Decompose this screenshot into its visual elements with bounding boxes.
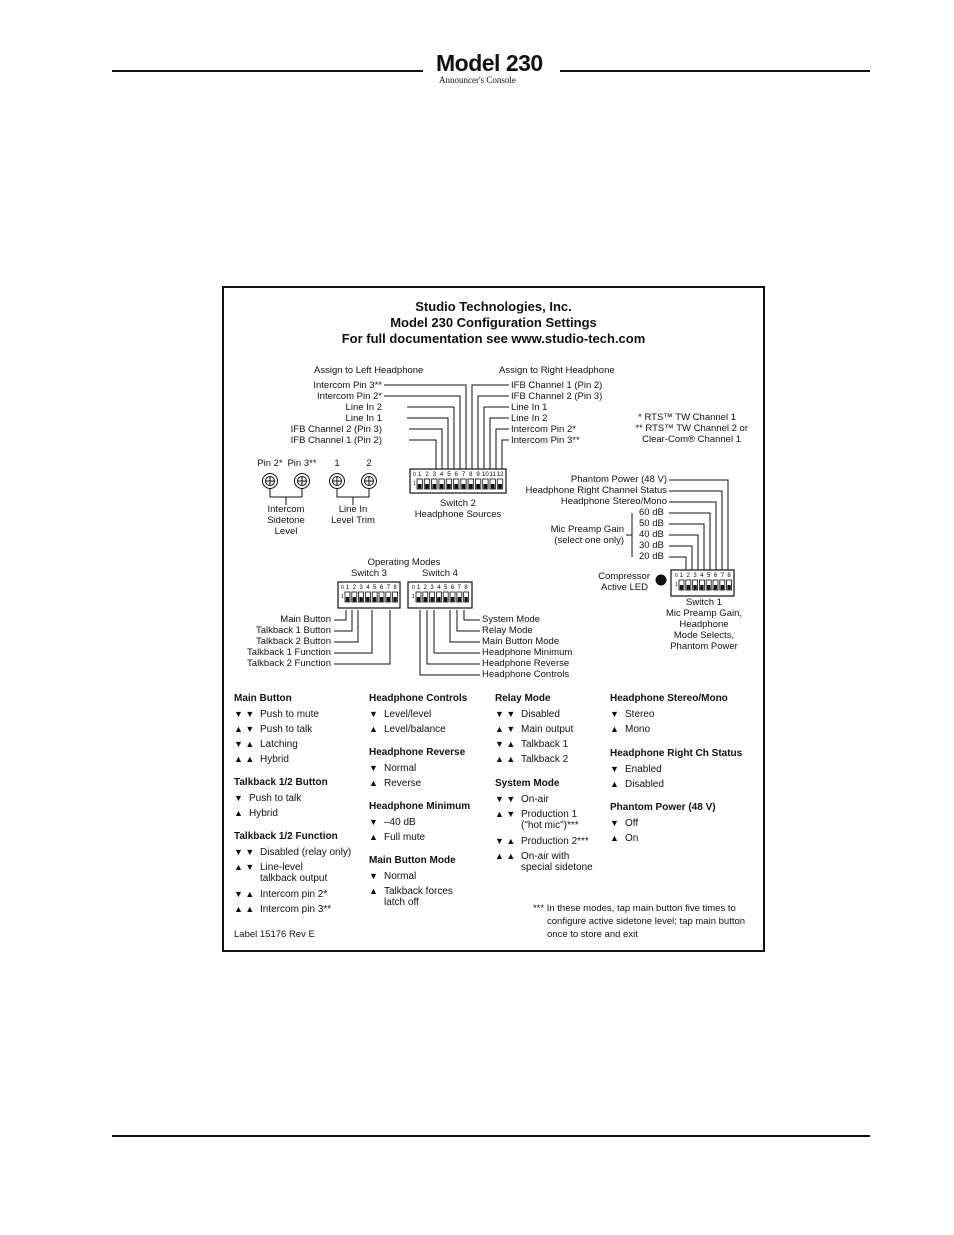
legend-item: ▲ Mono <box>610 724 651 735</box>
arrow-icon: ▼ <box>369 763 378 773</box>
talkback-button-heading: Talkback 1/2 Button <box>234 777 328 788</box>
switch-2-lever <box>425 484 429 489</box>
right-headphone-item: Line In 1 <box>511 402 548 413</box>
switch-4-lever <box>464 597 467 602</box>
switch-1-item: Headphone Stereo/Mono <box>560 496 667 507</box>
headphone-controls-heading: Headphone Controls <box>369 693 468 704</box>
switch-2-caption: Switch 2 <box>440 498 476 509</box>
switch-3-on-marker: 1 <box>341 594 344 600</box>
switch-2-lever <box>418 484 422 489</box>
switch-2-number: 11 <box>489 472 496 478</box>
legend-item: ▲ ▼ Production 1 <box>495 809 578 820</box>
switch-3-lever <box>387 597 390 602</box>
switch-4-number: 8 <box>464 585 468 591</box>
switch-3-number: 4 <box>366 585 370 591</box>
switch-1-number: 5 <box>707 573 711 579</box>
switch-1-caption: Phantom Power <box>670 641 738 652</box>
model-title: Model 230 <box>436 50 543 76</box>
arrow-icon: ▲ ▼ <box>495 809 516 819</box>
sidetone-caption: Sidetone <box>267 515 305 526</box>
legend-item: ▼ –40 dB <box>369 817 416 828</box>
legend-item: ▲ ▲ Talkback 2 <box>495 754 569 765</box>
legend-item: ▲ Hybrid <box>234 808 278 819</box>
gain-level: 60 dB <box>639 507 664 518</box>
arrow-icon: ▼ ▼ <box>495 709 516 719</box>
switch-3-lever <box>359 597 362 602</box>
legend-item: ▲ ▼ Line-level <box>234 862 303 873</box>
legend-item: ▼ Stereo <box>610 709 655 720</box>
switch-3-label: Switch 3 <box>351 568 387 579</box>
switch-3-number: 7 <box>386 585 390 591</box>
gain-level: 30 dB <box>639 540 664 551</box>
legend-item: ▼ ▼ On-air <box>495 794 549 805</box>
switch-2-number: 3 <box>432 472 436 478</box>
switch-4-number: 1 <box>416 585 421 591</box>
legend-item: ▼ ▲ Production 2*** <box>495 836 589 847</box>
switch-4-item: Headphone Minimum <box>482 647 573 658</box>
switch-1-lever <box>727 585 730 590</box>
switch-1-number: 8 <box>727 573 731 579</box>
arrow-icon: ▲ <box>610 779 619 789</box>
switch-2-number: 12 <box>496 472 504 478</box>
arrow-icon: ▲ <box>610 724 619 734</box>
switch-2-lever <box>440 484 444 489</box>
left-headphone-item: IFB Channel 1 (Pin 2) <box>290 435 382 446</box>
switch-1-number: 3 <box>693 573 697 579</box>
switch-2-on-marker: 1 <box>413 481 416 487</box>
switch-4-lever <box>417 597 420 602</box>
arrow-icon: ▲ <box>234 808 243 818</box>
switch-4-lever <box>444 597 447 602</box>
switch-1-caption: Headphone <box>679 619 729 630</box>
switch-1-number: 2 <box>686 573 690 579</box>
line-in-caption: Level Trim <box>331 515 375 526</box>
arrow-icon: ▼ <box>369 871 378 881</box>
legend-item: ("hot mic")*** <box>521 820 579 831</box>
switch-2-lever <box>469 484 473 489</box>
switch-2-number: 8 <box>469 472 473 478</box>
arrow-icon: ▼ <box>610 709 619 719</box>
switch-4-number: 3 <box>430 585 434 591</box>
headphone-right-status-heading: Headphone Right Ch Status <box>610 748 743 759</box>
arrow-icon: ▲ ▲ <box>234 754 255 764</box>
legend-item: ▼ ▼ Disabled <box>495 709 560 720</box>
switch-3-item: Talkback 2 Function <box>247 658 331 669</box>
configuration-label <box>222 286 765 952</box>
legend-item: ▲ ▲ On-air with <box>495 851 570 862</box>
relay-mode-heading: Relay Mode <box>495 693 551 704</box>
pot-label: 2 <box>366 458 372 469</box>
legend-item: ▲ Reverse <box>369 778 422 789</box>
arrow-icon: ▲ <box>369 832 378 842</box>
label-revision: Label 15176 Rev E <box>234 929 315 940</box>
arrow-icon: ▼ ▲ <box>234 739 255 749</box>
left-headphone-title: Assign to Left Headphone <box>314 365 424 376</box>
arrow-icon: ▼ ▼ <box>234 709 255 719</box>
legend-item: ▲ ▲ Hybrid <box>234 754 289 765</box>
switch-1-number: 7 <box>720 573 724 579</box>
switch-4-lever <box>430 597 433 602</box>
switch-1-item: Phantom Power (48 V) <box>570 474 667 485</box>
switch-2-number: 10 <box>482 472 489 478</box>
arrow-icon: ▲ <box>369 724 378 734</box>
switch-3-lever <box>346 597 349 602</box>
switch-2-number: 2 <box>425 472 429 478</box>
switch-1-caption: Switch 1 <box>686 597 722 608</box>
switch-2-lever <box>476 484 480 489</box>
arrow-icon: ▼ <box>369 817 378 827</box>
headphone-reverse-heading: Headphone Reverse <box>369 747 466 758</box>
led-caption: Compressor <box>598 571 650 582</box>
company-name: Studio Technologies, Inc. <box>415 299 572 314</box>
note-line: *** In these modes, tap main button five times to <box>533 903 736 914</box>
footer-rule <box>112 1135 870 1137</box>
switch-1-number: 1 <box>679 573 684 579</box>
switch-3-off-marker: 0 <box>341 585 344 591</box>
arrow-icon: ▲ ▼ <box>495 724 516 734</box>
switch-4-on-marker: 1 <box>412 594 415 600</box>
switch-3-lever <box>373 597 376 602</box>
header-rule-right <box>560 70 870 72</box>
footnote-3: Clear-Com® Channel 1 <box>642 434 741 445</box>
switch-2-number: 1 <box>418 472 422 478</box>
switch-4-number: 2 <box>423 585 427 591</box>
arrow-icon: ▼ <box>369 709 378 719</box>
switch-3-number: 2 <box>352 585 356 591</box>
legend-item: ▲ Full mute <box>369 832 426 843</box>
legend-item: latch off <box>384 897 419 908</box>
legend-item: ▲ ▼ Main output <box>495 724 574 735</box>
switch-4-item: Headphone Controls <box>482 669 570 680</box>
switch-4-lever <box>424 597 427 602</box>
arrow-icon: ▲ ▲ <box>495 851 516 861</box>
switch-2-number: 4 <box>439 472 444 478</box>
switch-4-off-marker: 0 <box>412 585 415 591</box>
led-caption: Active LED <box>601 582 648 593</box>
line-in-caption: Line In <box>338 504 368 515</box>
talkback-function-heading: Talkback 1/2 Function <box>234 831 338 842</box>
switch-4-label: Switch 4 <box>422 568 458 579</box>
legend-item: ▲ Disabled <box>610 779 664 790</box>
right-headphone-item: Line In 2 <box>511 413 548 424</box>
legend-item: ▼ ▲ Latching <box>234 739 298 750</box>
arrow-icon: ▲ ▲ <box>495 754 516 764</box>
switch-4-number: 6 <box>450 585 455 591</box>
legend-item: ▼ Level/level <box>369 709 432 720</box>
arrow-icon: ▼ ▼ <box>234 847 255 857</box>
arrow-icon: ▲ ▼ <box>234 724 255 734</box>
arrow-icon: ▼ <box>610 818 619 828</box>
operating-modes-title: Operating Modes <box>367 557 441 568</box>
pot-label: 1 <box>334 458 340 469</box>
switch-1-lever <box>714 585 717 590</box>
switch-1-lever <box>693 585 696 590</box>
switch-4-number: 5 <box>444 585 448 591</box>
switch-3-item: Main Button <box>280 614 331 625</box>
legend-item: ▼ ▼ Push to mute <box>234 709 319 720</box>
switch-1-lever <box>687 585 690 590</box>
compressor-led <box>656 575 667 586</box>
switch-4-item: Headphone Reverse <box>482 658 570 669</box>
arrow-icon: ▼ <box>610 764 619 774</box>
legend-item: ▼ ▼ Disabled (relay only) <box>234 847 352 858</box>
switch-4-lever <box>437 597 440 602</box>
switch-3-lever <box>366 597 369 602</box>
legend-item: ▼ ▲ Talkback 1 <box>495 739 569 750</box>
switch-1-on-marker: 1 <box>675 582 678 588</box>
legend-item: ▼ Enabled <box>610 764 662 775</box>
model-subtitle: Announcer's Console <box>439 75 516 85</box>
arrow-icon: ▼ <box>234 793 243 803</box>
switch-3-number: 6 <box>379 585 384 591</box>
arrow-icon: ▼ ▲ <box>495 739 516 749</box>
note-line: once to store and exit <box>547 929 638 940</box>
switch-3-lever <box>380 597 383 602</box>
switch-3-item: Talkback 1 Function <box>247 647 331 658</box>
pot-label: Pin 2* <box>257 458 283 469</box>
arrow-icon: ▲ <box>369 886 378 896</box>
note-line: configure active sidetone level; tap main button <box>547 916 746 927</box>
gain-level: 20 dB <box>639 551 664 562</box>
documentation-line: For full documentation see www.studio-tech.com <box>341 331 646 346</box>
switch-1-number: 4 <box>700 573 704 579</box>
switch-3-lever <box>353 597 356 602</box>
left-headphone-item: Line In 2 <box>345 402 382 413</box>
switch-3-number: 3 <box>359 585 363 591</box>
switch-1-caption: Mode Selects, <box>673 630 735 641</box>
left-headphone-item: Intercom Pin 3** <box>313 380 382 391</box>
legend-item: ▲ Talkback forces <box>369 886 453 897</box>
left-headphone-item: IFB Channel 2 (Pin 3) <box>290 424 382 435</box>
switch-2-number: 6 <box>454 472 458 478</box>
arrow-icon: ▲ ▼ <box>234 862 255 872</box>
switch-2-caption: Headphone Sources <box>414 509 502 520</box>
right-headphone-item: IFB Channel 1 (Pin 2) <box>511 380 603 391</box>
legend-item: special sidetone <box>521 862 593 873</box>
pot-label: Pin 3** <box>287 458 317 469</box>
sidetone-pot-pin2 <box>263 474 278 489</box>
phantom-power-heading: Phantom Power (48 V) <box>610 802 716 813</box>
gain-caption: Mic Preamp Gain <box>550 524 624 535</box>
switch-1-lever <box>700 585 703 590</box>
arrow-icon: ▲ <box>610 833 619 843</box>
switch-2-lever <box>432 484 436 489</box>
header-rule-left <box>112 70 423 72</box>
switch-1-item: Headphone Right Channel Status <box>525 485 667 496</box>
switch-2-number: 7 <box>461 472 466 478</box>
switch-3-item: Talkback 2 Button <box>256 636 331 647</box>
left-headphone-item: Line In 1 <box>345 413 382 424</box>
switch-4-item: System Mode <box>482 614 541 625</box>
switch-4-lever <box>458 597 461 602</box>
arrow-icon: ▼ ▲ <box>495 836 516 846</box>
switch-1-off-marker: 0 <box>675 573 678 579</box>
switch-2-off-marker: 0 <box>413 472 416 478</box>
legend-item: ▼ Push to talk <box>234 793 302 804</box>
switch-2-lever <box>454 484 458 489</box>
switch-3-number: 8 <box>393 585 397 591</box>
switch-4-item: Relay Mode <box>482 625 533 636</box>
switch-2-lever <box>462 484 466 489</box>
legend-item: ▼ Normal <box>369 871 417 882</box>
switch-3-number: 5 <box>373 585 377 591</box>
switch-2-number: 5 <box>447 472 451 478</box>
switch-3-number: 1 <box>345 585 350 591</box>
switch-2-lever <box>484 484 488 489</box>
right-headphone-item: Intercom Pin 2* <box>511 424 576 435</box>
switch-1-lever <box>680 585 683 590</box>
right-headphone-item: IFB Channel 2 (Pin 3) <box>511 391 603 402</box>
legend-item: ▼ Normal <box>369 763 417 774</box>
sidetone-caption: Intercom <box>267 504 305 515</box>
headphone-stereo-mono-heading: Headphone Stereo/Mono <box>610 693 728 704</box>
switch-4-item: Main Button Mode <box>482 636 560 647</box>
switch-4-lever <box>451 597 454 602</box>
system-mode-heading: System Mode <box>495 778 560 789</box>
switch-1-caption: Mic Preamp Gain, <box>665 608 743 619</box>
footnote-1: * RTS™ TW Channel 1 <box>638 412 736 423</box>
legend-item: ▲ ▼ Push to talk <box>234 724 313 735</box>
switch-4-number: 7 <box>457 585 461 591</box>
arrow-icon: ▼ ▼ <box>495 794 516 804</box>
gain-level: 50 dB <box>639 518 664 529</box>
arrow-icon: ▲ <box>369 778 378 788</box>
switch-2-number: 9 <box>476 472 480 478</box>
gain-level: 40 dB <box>639 529 664 540</box>
gain-caption: (select one only) <box>554 535 624 546</box>
switch-2-lever <box>447 484 451 489</box>
right-headphone-title: Assign to Right Headphone <box>499 365 615 376</box>
main-button-heading: Main Button <box>234 693 292 704</box>
legend-item: talkback output <box>260 873 328 884</box>
legend-item: ▼ Off <box>610 818 639 829</box>
legend-item: ▲ On <box>610 833 639 844</box>
line-in-pot-2 <box>362 474 377 489</box>
arrow-icon: ▲ ▲ <box>234 904 255 914</box>
right-headphone-item: Intercom Pin 3** <box>511 435 580 446</box>
switch-1-lever <box>707 585 710 590</box>
left-headphone-item: Intercom Pin 2* <box>317 391 382 402</box>
sidetone-pot-pin3 <box>295 474 310 489</box>
line-in-pot-1 <box>330 474 345 489</box>
switch-2-lever <box>491 484 495 489</box>
product-title: Model 230 Configuration Settings <box>390 315 597 330</box>
arrow-icon: ▼ ▲ <box>234 889 255 899</box>
legend-item: ▲ ▲ Intercom pin 3** <box>234 904 332 915</box>
legend-item: ▲ Level/balance <box>369 724 446 735</box>
switch-4-number: 4 <box>437 585 441 591</box>
main-button-mode-heading: Main Button Mode <box>369 855 456 866</box>
legend-item: ▼ ▲ Intercom pin 2* <box>234 889 328 900</box>
switch-3-item: Talkback 1 Button <box>256 625 331 636</box>
switch-1-lever <box>721 585 724 590</box>
switch-2-lever <box>498 484 502 489</box>
footnote-2: ** RTS™ TW Channel 2 or <box>635 423 748 434</box>
sidetone-caption: Level <box>274 526 298 537</box>
switch-1-number: 6 <box>713 573 718 579</box>
switch-3-lever <box>393 597 396 602</box>
headphone-minimum-heading: Headphone Minimum <box>369 801 471 812</box>
